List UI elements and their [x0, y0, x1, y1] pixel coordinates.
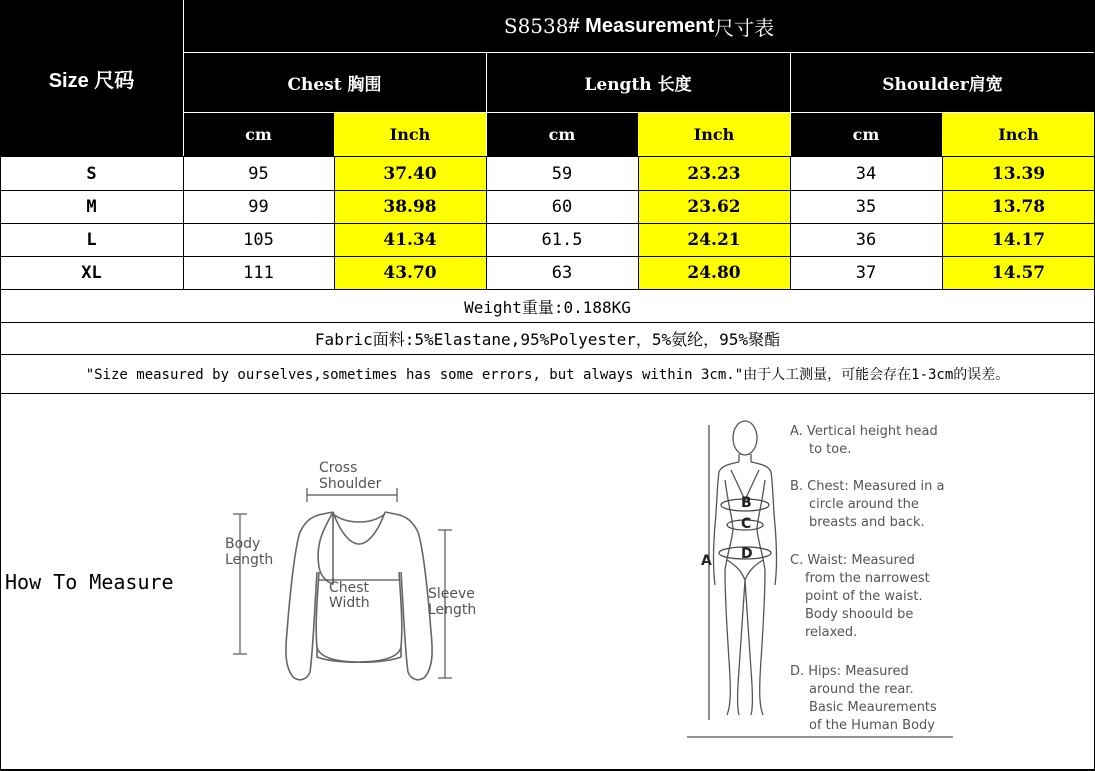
- value-cell: 23.23: [638, 157, 790, 190]
- sweater-diagram: [215, 452, 495, 692]
- value-cell: 24.21: [638, 223, 790, 256]
- value-cell: 59: [486, 157, 638, 190]
- unit-length-inch: Inch: [638, 112, 790, 156]
- note-b-line-3: breasts and back.: [809, 515, 925, 530]
- note-c-line-2: from the narrowest: [805, 571, 930, 586]
- value-cell: 13.78: [942, 190, 1095, 223]
- size-cell: L: [0, 223, 183, 256]
- value-cell: 13.39: [942, 157, 1095, 190]
- note-d-line-1: D. Hips: Measured: [790, 664, 909, 679]
- marker-b: B: [741, 495, 752, 511]
- fabric-row: Fabric面料:5%Elastane,95%Polyester，5%氨纶，95%聚酯: [0, 323, 1095, 354]
- group-shoulder: Shoulder肩宽: [790, 52, 1095, 112]
- value-cell: 105: [183, 223, 334, 256]
- value-cell: 60: [486, 190, 638, 223]
- note-c-line-4: Body shoould be: [805, 607, 914, 622]
- note-d-line-3: Basic Meaurements: [809, 700, 937, 715]
- sleeve-length-label-2: Length: [428, 602, 477, 618]
- value-cell: 43.70: [334, 256, 486, 289]
- unit-length-cm: cm: [486, 112, 638, 156]
- value-cell: 99: [183, 190, 334, 223]
- title-code: S8538: [503, 14, 569, 38]
- group-length: Length 长度: [486, 52, 790, 112]
- chest-width-label-1: Chest: [329, 580, 370, 596]
- value-cell: 41.34: [334, 223, 486, 256]
- cross-shoulder-label-1: Cross: [319, 460, 358, 476]
- note-c-line-5: relaxed.: [805, 625, 858, 640]
- body-length-label-1: Body: [225, 536, 261, 552]
- value-cell: 34: [790, 157, 942, 190]
- note-b-line-2: circle around the: [809, 497, 919, 512]
- unit-chest-cm: cm: [183, 112, 334, 156]
- weight-row: Weight重量:0.188KG: [0, 290, 1095, 322]
- value-cell: 63: [486, 256, 638, 289]
- body-length-label-2: Length: [225, 552, 274, 568]
- note-d-line-2: around the rear.: [809, 682, 914, 697]
- body-diagram: [685, 410, 955, 740]
- body-notes: [790, 424, 944, 733]
- note-d-line-4: of the Human Body: [809, 718, 935, 733]
- chest-width-label-2: Width: [329, 595, 370, 611]
- unit-shoulder-cm: cm: [790, 112, 942, 156]
- note-b-line-1: B. Chest: Measured in a: [790, 479, 945, 494]
- marker-a: A: [701, 553, 712, 569]
- unit-shoulder-inch: Inch: [942, 112, 1095, 156]
- size-cell: XL: [0, 256, 183, 289]
- cross-shoulder-label-2: Shoulder: [319, 476, 382, 492]
- value-cell: 38.98: [334, 190, 486, 223]
- unit-chest-inch: Inch: [334, 112, 486, 156]
- group-chest: Chest 胸围: [183, 52, 486, 112]
- value-cell: 35: [790, 190, 942, 223]
- value-cell: 61.5: [486, 223, 638, 256]
- value-cell: 37.40: [334, 157, 486, 190]
- note-row: "Size measured by ourselves,sometimes has some errors, but always within 3cm."由于人工测量，可能会存在1-3cm的误差。: [0, 355, 1095, 393]
- table-title: [183, 0, 1095, 52]
- sleeve-length-label-1: Sleeve: [428, 586, 475, 602]
- value-cell: 36: [790, 223, 942, 256]
- note-a-line-2: to toe.: [809, 442, 852, 457]
- value-cell: 23.62: [638, 190, 790, 223]
- value-cell: 14.17: [942, 223, 1095, 256]
- marker-c: C: [741, 516, 752, 532]
- size-header: Size 尺码: [0, 0, 183, 156]
- size-cell: S: [0, 157, 183, 190]
- value-cell: 111: [183, 256, 334, 289]
- title-bold: # Measurement: [568, 14, 715, 37]
- note-c-line-3: point of the waist.: [805, 589, 923, 604]
- how-to-measure-label: How To Measure: [5, 570, 174, 594]
- value-cell: 95: [183, 157, 334, 190]
- value-cell: 37: [790, 256, 942, 289]
- marker-d: D: [741, 546, 753, 562]
- note-c-line-1: C. Waist: Measured: [790, 553, 915, 568]
- value-cell: 24.80: [638, 256, 790, 289]
- title-cn: 尺寸表: [714, 15, 775, 40]
- note-a-line-1: A. Vertical height head: [790, 424, 938, 439]
- size-cell: M: [0, 190, 183, 223]
- value-cell: 14.57: [942, 256, 1095, 289]
